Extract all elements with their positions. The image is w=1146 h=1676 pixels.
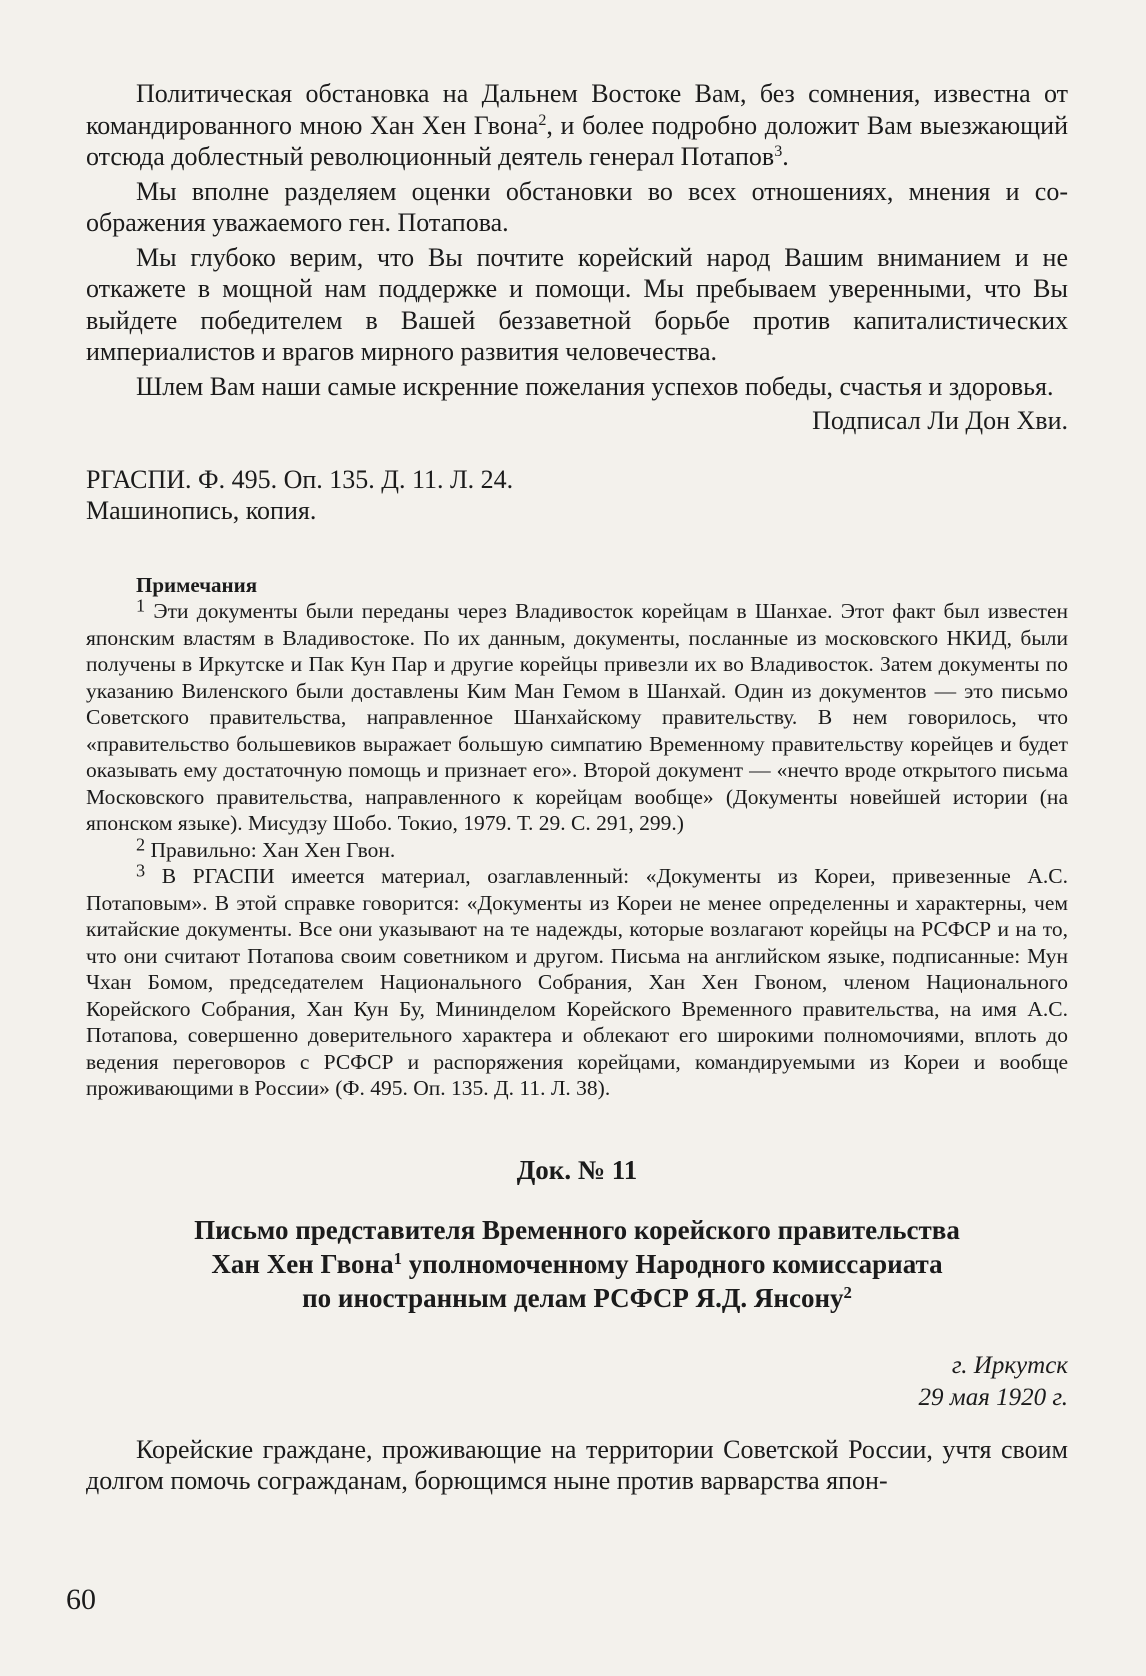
- document-title: [86, 1213, 1068, 1315]
- place: г. Иркутск: [951, 1351, 1068, 1379]
- note-1-number: 1: [136, 595, 146, 616]
- note-1-text: Эти документы были переданы через Владивосток корейцам в Шанхае. Этот факт был известен японским властям в Владивостоке. По их данным, документы, посланные из московского НКИД, были получены в Иркутске и Пак Кун Пар и другие корейцы привезли их во Владивосток. Затем документы по указанию Виленского были доставлены Ким Ман Гемом в Шанхай. Один из документов — это письмо Советского правительства, направленное Шанхайскому правительству. В нем говорилось, что «правительство большевиков выражает большую симпатию Временному правительству корейцев и будет оказывать ему достаточную помощь и признает его». Второй документ — «нечто вроде открытого письма Московского правительства, направленного к корейцам вообще» (Документы новейшей истории (на японском языке). Мисудзу Шобо. Токио, 1979. Т. 29. С. 291, 299.): [86, 599, 1068, 835]
- letter-body: [86, 1434, 1068, 1497]
- paragraph-1-text-c: .: [782, 142, 789, 171]
- document-title-line-2: [86, 1247, 1068, 1281]
- page-content: [86, 78, 1068, 1497]
- letter-paragraph-1: Корейские граждане, проживающие на территории Советской России, учтя своим долгом помочь согражданам, борющимся ныне против варварства япон-: [86, 1434, 1068, 1495]
- page-number: 60: [66, 1583, 96, 1616]
- note-3-number: 3: [136, 860, 146, 881]
- note-3: [86, 860, 1068, 1102]
- document-title-line-3: [86, 1281, 1068, 1315]
- note-2-number: 2: [136, 834, 146, 855]
- note-1: [86, 595, 1068, 837]
- document-title-line-3-a: по иностранным делам РСФСР Я.Д. Янсону: [302, 1282, 844, 1313]
- notes-title: Примечания: [136, 572, 258, 597]
- paragraph-1: [86, 78, 1068, 173]
- footnote-ref-2: 2: [538, 111, 547, 129]
- letter-continuation: [86, 78, 1068, 437]
- paragraph-4: Шлем Вам наши самые искренние пожелания успехов победы, счастья и здоровья.: [136, 371, 1054, 401]
- footnote-ref-3: 3: [774, 143, 783, 161]
- paragraph-1-text-a: Политическая обстановка на Дальнем Востоке Вам, без сомнения, известна от командированного мною Хан Хен Гвона: [86, 79, 1068, 140]
- paragraph-2: Мы вполне разделяем оценки обстановки во всех отношениях, мнения и соображения уважаемого ген. Потапова.: [86, 176, 1068, 237]
- title-footnote-ref-2: 2: [843, 1282, 852, 1302]
- source-reference: [86, 464, 1068, 527]
- signature: Подписал Ли Дон Хви.: [812, 406, 1068, 435]
- title-footnote-ref-1: 1: [393, 1248, 402, 1268]
- document-title-line-2-a: Хан Хен Гвона: [211, 1248, 394, 1279]
- place-and-date: [86, 1350, 1068, 1414]
- document-title-line-2-b: уполномоченному Народного комиссариата: [401, 1248, 943, 1279]
- note-3-text: В РГАСПИ имеется материал, озаглавленный: «Документы из Кореи, привезенные А.С. Потаповым». В этой справке говорится: «Документы из Кореи не менее определенны и характерны, чем китайские документы. Все они указывают на те надежды, которые возлагают корейцы на РСФСР и на то, что они считают Потапова своим советником и другом. Письма на английском языке, подписанные: Мун Чхан Бомом, председателем Национального Собрания, Хан Хен Гвоном, членом Национального Корейского Собрания, Хан Кун Бу, Мининделом Корейского Временного правительства, на имя А.С. Потапова, совершенно доверительного характера и облекают его широкими полномочиями, вплоть до ведения переговоров с РСФСР и распоряжения корейцами, командируемыми из Кореи и вообще проживающими в России» (Ф. 495. Оп. 135. Д. 11. Л. 38).: [86, 864, 1068, 1100]
- document-number: Док. № 11: [516, 1154, 638, 1185]
- archive-citation: РГАСПИ. Ф. 495. Оп. 135. Д. 11. Л. 24.: [86, 464, 514, 494]
- note-2: [86, 834, 1068, 864]
- paragraph-1-text-b: , и более подробно доложит Вам выезжающий отсюда доблестный революционный деятель генерал Потапов: [86, 110, 1068, 171]
- date: 29 мая 1920 г.: [918, 1383, 1068, 1411]
- notes-section: [86, 572, 1068, 1102]
- document-title-line-1: Письмо представителя Временного корейского правительства: [194, 1214, 960, 1245]
- paragraph-3: Мы глубоко верим, что Вы почтите корейский народ Вашим вниманием и не откажете в мощной нам поддержке и помощи. Мы пребываем уверенными, что Вы выйдете победителем в Вашей беззаветной борьбе против капиталистических империалистов и врагов мирного развития человечества.: [86, 242, 1068, 366]
- document-type: Машинопись, копия.: [86, 496, 317, 525]
- note-2-text: Правильно: Хан Хен Гвон.: [145, 837, 396, 862]
